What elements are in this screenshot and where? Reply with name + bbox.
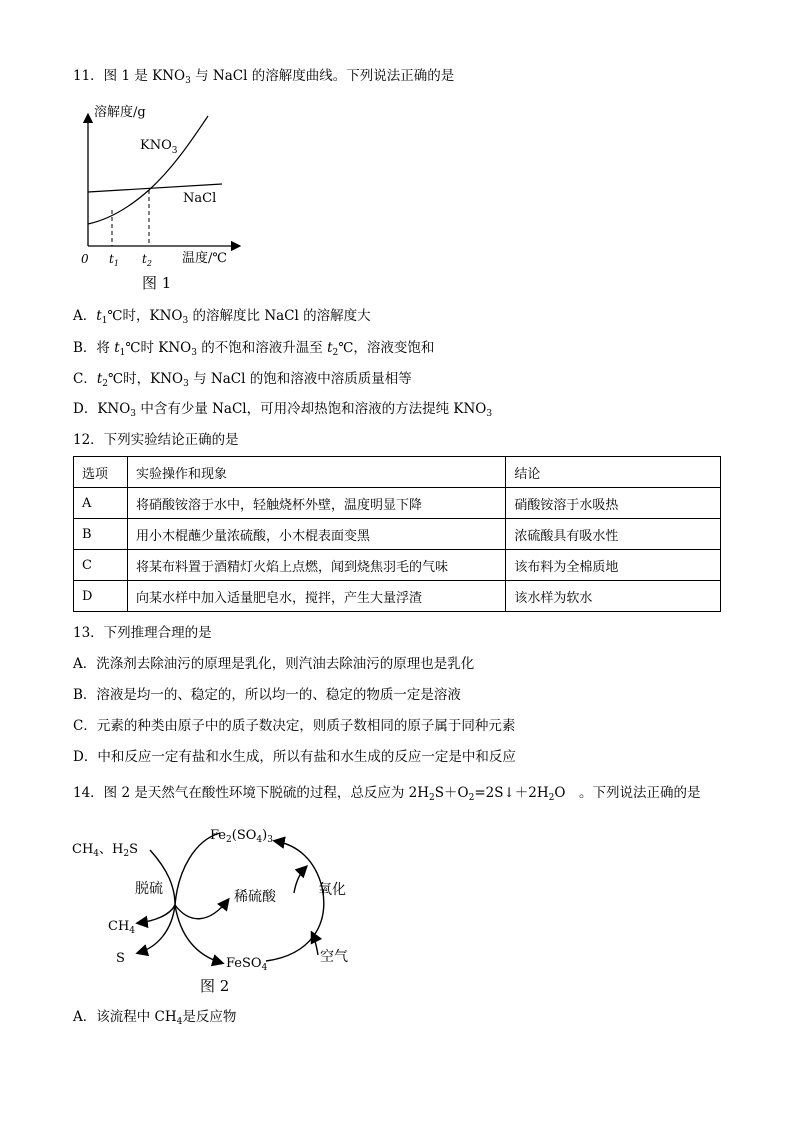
desulf-label: 脱硫 bbox=[135, 881, 163, 897]
kno3-label: $KNO_3$ bbox=[140, 138, 178, 156]
q13-option-d[interactable]: D．中和反应一定有盐和水生成，所以有盐和水生成的反应一定是中和反应 bbox=[73, 749, 516, 765]
origin-label: 0 bbox=[81, 252, 89, 266]
desulfurization-diagram bbox=[60, 815, 380, 1005]
q13-stem: 13．下列推理合理的是 bbox=[73, 625, 212, 641]
table-cell: 将某布料置于酒精灯火焰上点燃，闻到烧焦羽毛的气味 bbox=[127, 550, 505, 581]
table-header-cell: 选项 bbox=[74, 457, 128, 488]
q11-option-c[interactable]: C．$t_2℃$时，$KNO_3$ 与 NaCl 的饱和溶液中溶质质量相等 bbox=[73, 371, 412, 389]
q12-table bbox=[73, 456, 721, 612]
acid-arrow bbox=[175, 900, 228, 919]
table-cell: D bbox=[74, 581, 128, 612]
q13-option-b[interactable]: B．溶液是均一的、稳定的，所以均一的、稳定的物质一定是溶液 bbox=[73, 687, 461, 703]
table-cell: B bbox=[74, 519, 128, 550]
q11-option-b[interactable]: B．将 $t_1℃$时 $KNO_3$ 的不饱和溶液升温至 $t_2℃$，溶液变饱和 bbox=[73, 340, 435, 358]
table-header-cell: 结论 bbox=[506, 457, 721, 488]
air-arrow bbox=[312, 933, 318, 955]
q11-option-a[interactable]: A．$t_1℃$时，$KNO_3$ 的溶解度比 NaCl 的溶解度大 bbox=[73, 308, 371, 326]
ch4-label: $CH_4$ bbox=[108, 919, 136, 936]
q14-stem: 14．图 2 是天然气在酸性环境下脱硫的过程，总反应为 $2H_2S+O_2=2S↓+2H_2O$ 。下列说法正确的是 bbox=[73, 785, 701, 803]
table-cell: C bbox=[74, 550, 128, 581]
q13-option-a[interactable]: A．洗涤剂去除油污的原理是乳化，则汽油去除油污的原理也是乳化 bbox=[73, 656, 475, 672]
kno3-curve bbox=[88, 116, 208, 224]
solubility-chart bbox=[76, 94, 256, 294]
table-header-cell: 实验操作和现象 bbox=[127, 457, 505, 488]
air-label: 空气 bbox=[320, 949, 348, 965]
figure-2-caption: 图 2 bbox=[200, 977, 230, 995]
t1-label: $t_1$ bbox=[109, 252, 119, 268]
q11-option-d[interactable]: D．$KNO_3$ 中含有少量 NaCl，可用冷却热饱和溶液的方法提纯 $KNO_3$ bbox=[73, 401, 493, 419]
ch4-out-arrow bbox=[138, 905, 175, 923]
table-cell: 向某水样中加入适量肥皂水，搅拌，产生大量浮渣 bbox=[127, 581, 505, 612]
y-axis-label: 溶解度/g bbox=[94, 105, 146, 120]
figure-1-caption: 图 1 bbox=[142, 274, 172, 292]
x-axis-label: 温度/℃ bbox=[182, 251, 227, 266]
q12-stem: 12．下列实验结论正确的是 bbox=[73, 432, 239, 448]
table-row[interactable] bbox=[74, 488, 721, 519]
table-row[interactable] bbox=[74, 519, 721, 550]
nacl-label: NaCl bbox=[183, 191, 217, 206]
table-cell: 用小木棍蘸少量浓硫酸，小木棍表面变黑 bbox=[127, 519, 505, 550]
feso4-label: FeSO$_4$ bbox=[226, 956, 268, 973]
table-row[interactable] bbox=[74, 550, 721, 581]
fe2so43-label: $Fe_2(SO_4)_3$ bbox=[210, 828, 273, 845]
t2-label: $t_2$ bbox=[142, 252, 152, 268]
fe2-to-desulf-curve bbox=[175, 833, 220, 905]
table-cell: 硝酸铵溶于水吸热 bbox=[506, 488, 721, 519]
table-header-row bbox=[74, 457, 721, 488]
table-cell: 该水样为软水 bbox=[506, 581, 721, 612]
s-label: S bbox=[116, 951, 125, 966]
table-cell: 该布料为全棉质地 bbox=[506, 550, 721, 581]
acid-label: 稀硫酸 bbox=[234, 889, 276, 905]
table-cell: 将硝酸铵溶于水中，轻触烧杯外壁，温度明显下降 bbox=[127, 488, 505, 519]
q11-stem: 11．图 1 是 $KNO_3$ 与 NaCl 的溶解度曲线。下列说法正确的是 bbox=[73, 68, 455, 86]
q14-option-a[interactable]: A．该流程中 $CH_4$是反应物 bbox=[73, 1009, 237, 1027]
table-cell: A bbox=[74, 488, 128, 519]
acid-to-fe2-arrow bbox=[294, 867, 306, 893]
table-cell: 浓硫酸具有吸水性 bbox=[506, 519, 721, 550]
table-row[interactable] bbox=[74, 581, 721, 612]
oxidation-label: 氧化 bbox=[318, 882, 346, 898]
q13-option-c[interactable]: C．元素的种类由原子中的质子数决定，则质子数相同的原子属于同种元素 bbox=[73, 718, 516, 734]
input-label: $CH_4$、$H_2S$ bbox=[72, 842, 139, 859]
